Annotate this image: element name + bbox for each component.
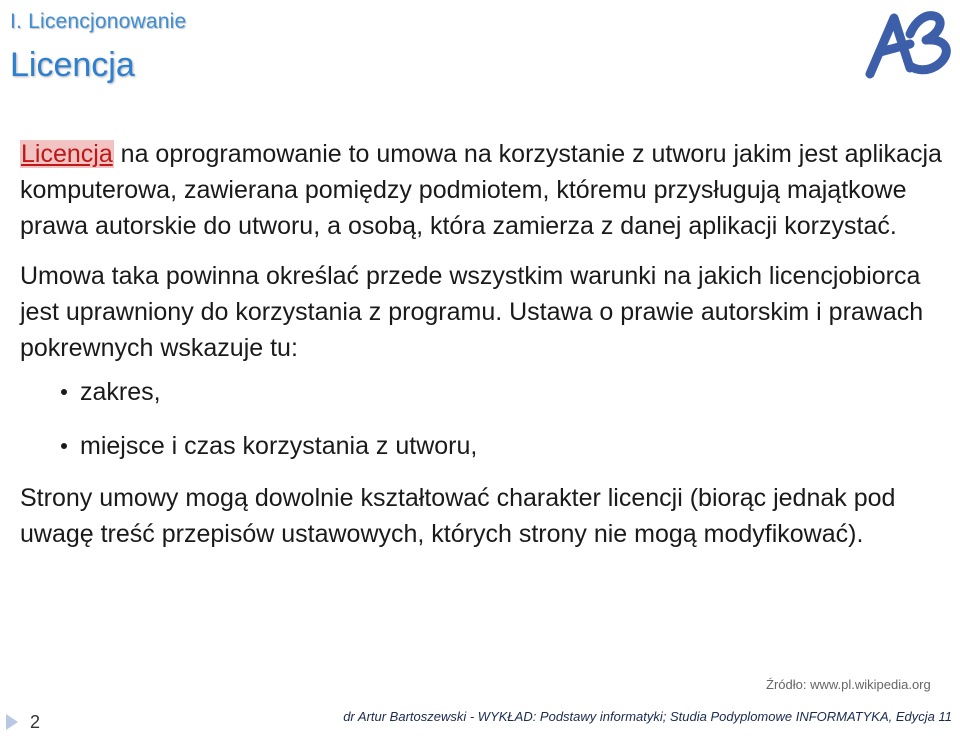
ab-monogram-icon	[860, 4, 956, 82]
triangle-arrow-icon	[4, 712, 20, 732]
footer-text: dr Artur Bartoszewski - WYKŁAD: Podstawy informatyki; Studia Podyplomowe INFORMATYKA, Edycja 11	[343, 709, 952, 724]
list-item: miejsce i czas korzystania z utworu,	[20, 428, 945, 464]
list-item: zakres,	[20, 374, 945, 410]
page-number: 2	[30, 712, 41, 732]
slide-content	[20, 136, 945, 552]
slide-title: Licencja	[10, 46, 135, 84]
definition-text: na oprogramowanie to umowa na korzystanie z utworu jakim jest aplikacja komputerowa, zawierana pomiędzy podmiotem, któremu przysługują majątkowe prawa autorskie do utworu, a osobą, która zamierza z danej aplikacji korzystać.	[20, 140, 942, 240]
term-highlight: Licencja	[21, 140, 113, 168]
section-heading: I. Licencjonowanie	[10, 10, 187, 33]
bullet-list	[20, 374, 945, 464]
paragraph-parties: Strony umowy mogą dowolnie kształtować charakter licencji (biorąc jednak pod uwagę treść przepisów ustawowych, których strony nie mogą modyfikować).	[20, 484, 896, 548]
source-citation: Źródło: www.pl.wikipedia.org	[766, 677, 931, 692]
paragraph-definition	[20, 136, 945, 244]
paragraph-conditions: Umowa taka powinna określać przede wszystkim warunki na jakich licencjobiorca jest uprawniony do korzystania z programu. Ustawa o prawie autorskim i prawach pokrewnych wskazuje tu:	[20, 262, 924, 362]
